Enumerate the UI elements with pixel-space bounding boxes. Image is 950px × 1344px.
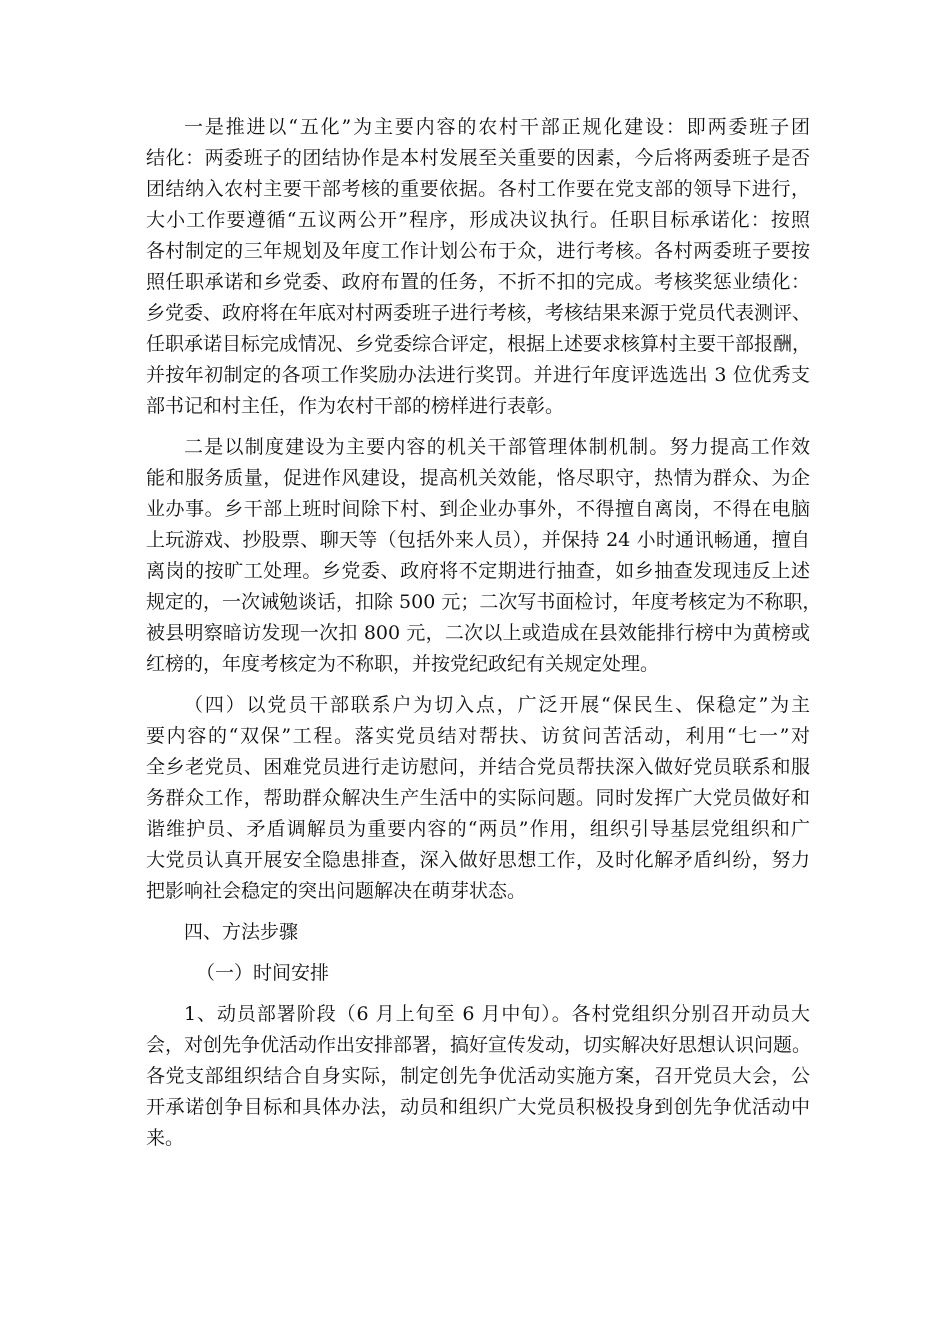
text-line: 结化：两委班子的团结协作是本村发展至关重要的因素，今后将两委班子是否: [146, 147, 810, 169]
text-line: 要内容的“双保”工程。落实党员结对帮扶、访贫问苦活动，利用“七一”对: [146, 725, 810, 747]
text-line: 大党员认真开展安全隐患排查，深入做好思想工作，及时化解矛盾纠纷，努力: [146, 849, 810, 871]
text-line: 会，对创先争优活动作出安排部署，搞好宣传发动，切实解决好思想认识问题。: [146, 1034, 812, 1056]
text-line: 谐维护员、矛盾调解员为重要内容的“两员”作用，组织引导基层党组织和广: [146, 818, 810, 840]
text-line: 二是以制度建设为主要内容的机关干部管理体制机制。努力提高工作效: [184, 436, 810, 458]
text-line: 来。: [146, 1127, 185, 1149]
text-line: 1、动员部署阶段（6 月上旬至 6 月中旬）。各村党组织分别召开动员大: [184, 1003, 810, 1025]
paragraph-double-guarantee: [146, 690, 810, 907]
text-line: （四）以党员干部联系户为切入点，广泛开展“保民生、保稳定”为主: [184, 694, 810, 716]
text-line: 团结纳入农村主要干部考核的重要依据。各村工作要在党支部的领导下进行，: [146, 178, 810, 200]
text-line: 各村制定的三年规划及年度工作计划公布于众，进行考核。各村两委班子要按: [146, 240, 810, 262]
text-line: 并按年初制定的各项工作奖励办法进行奖罚。并进行年度评选选出 3 位优秀支: [146, 364, 810, 386]
text-line: 各党支部组织结合自身实际，制定创先争优活动实施方案，召开党员大会，公: [146, 1065, 810, 1087]
text-line: 把影响社会稳定的突出问题解决在萌芽状态。: [146, 880, 527, 902]
text-line: 任职承诺目标完成情况、乡党委综合评定，根据上述要求核算村主要干部报酬，: [146, 333, 812, 355]
text-line: 乡党委、政府将在年底对村两委班子进行考核，考核结果来源于党员代表测评、: [146, 302, 812, 324]
text-line: 大小工作要遵循“五议两公开”程序，形成决议执行。任职目标承诺化：按照: [146, 209, 810, 231]
section-heading: 四、方法步骤: [184, 921, 299, 943]
paragraph-rural-cadres: [146, 112, 810, 422]
text-line: 部书记和村主任，作为农村干部的榜样进行表彰。: [146, 395, 565, 417]
text-line: 被县明察暗访发现一次扣 800 元，二次以上或造成在县效能排行榜中为黄榜或: [146, 622, 810, 644]
text-line: 开承诺创争目标和具体办法，动员和组织广大党员积极投身到创先争优活动中: [146, 1096, 810, 1118]
subsection-heading: （一）时间安排: [196, 962, 330, 984]
text-line: 能和服务质量，促进作风建设，提高机关效能，恪尽职守，热情为群众、为企: [146, 467, 810, 489]
text-line: 业办事。乡干部上班时间除下村、到企业办事外，不得擅自离岗，不得在电脑: [146, 498, 810, 520]
text-line: 红榜的，年度考核定为不称职，并按党纪政纪有关规定处理。: [146, 653, 660, 675]
paragraph-mobilization: [146, 999, 810, 1154]
text-line: 一是推进以“五化”为主要内容的农村干部正规化建设：即两委班子团: [184, 116, 810, 138]
text-line: 全乡老党员、困难党员进行走访慰问，并结合党员帮扶深入做好党员联系和服: [146, 756, 810, 778]
text-line: 照任职承诺和乡党委、政府布置的任务，不折不扣的完成。考核奖惩业绩化：: [146, 271, 810, 293]
text-line: 规定的，一次诫勉谈话，扣除 500 元；二次写书面检讨，年度考核定为不称职，: [146, 591, 822, 613]
document-body: [146, 112, 822, 1164]
text-line: 离岗的按旷工处理。乡党委、政府将不定期进行抽查，如乡抽查发现违反上述: [146, 560, 810, 582]
text-line: 上玩游戏、抄股票、聊天等（包括外来人员），并保持 24 小时通讯畅通，擅自: [146, 529, 810, 551]
paragraph-office-cadres: [146, 432, 822, 680]
text-line: 务群众工作，帮助群众解决生产生活中的实际问题。同时发挥广大党员做好和: [146, 787, 810, 809]
